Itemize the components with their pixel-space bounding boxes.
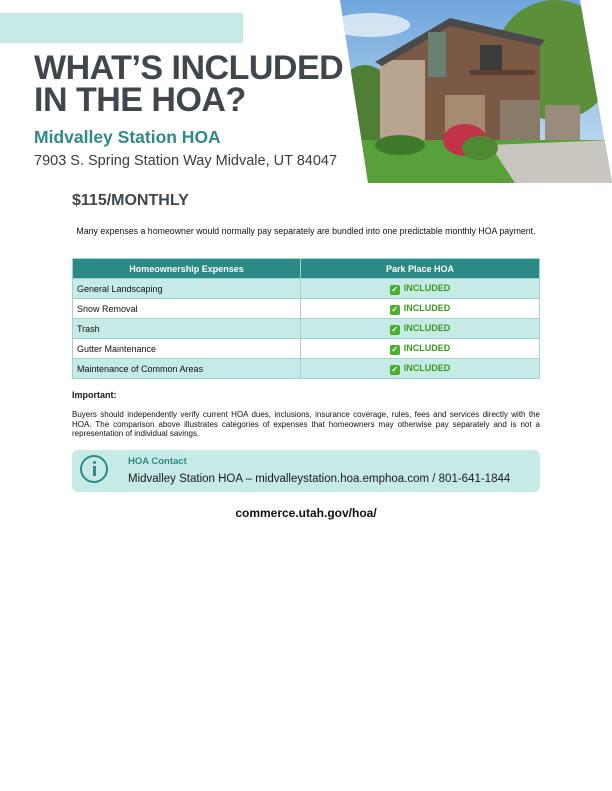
monthly-fee: $115/MONTHLY [72,192,189,209]
included-status [301,279,540,299]
status-label: INCLUDED [403,282,451,293]
included-status [301,339,540,359]
table-row [73,279,540,299]
check-icon: ✓ [391,284,399,294]
check-icon: ✓ [391,304,399,314]
hoa-contact-box [72,450,540,492]
disclaimer-text: Buyers should independently verify current HOA dues, inclusions, insurance coverage, rules, fees and services directly with the HOA. The comparison above illustrates categories of expenses that homeowners may otherwise pay separately and is not a representation of individual savings. [72,410,540,438]
hoa-name: Midvalley Station HOA [34,127,221,147]
townhome-exterior-photo [340,0,612,183]
important-label: Important: [72,390,117,400]
footer-link[interactable]: commerce.utah.gov/hoa/ [235,506,377,520]
check-icon: ✓ [391,364,399,374]
page-title-line-2: IN THE HOA? [34,81,246,119]
page-title [34,49,344,119]
status-label: INCLUDED [403,322,451,333]
intro-text: Many expenses a homeowner would normally pay separately are bundled into one predictable monthly HOA payment. [76,226,536,236]
table-header-row [73,259,540,279]
info-icon [80,455,108,483]
contact-details[interactable]: Midvalley Station HOA – midvalleystation.hoa.emphoa.com / 801-641-1844 [128,473,511,485]
column-header-expenses: Homeownership Expenses [73,259,301,279]
status-label: INCLUDED [403,342,451,353]
expenses-table [72,258,540,379]
column-header-hoa: Park Place HOA [301,259,540,279]
status-label: INCLUDED [403,362,451,373]
included-status [301,299,540,319]
status-label: INCLUDED [403,302,451,313]
expense-name: Snow Removal [73,299,301,319]
expense-name: General Landscaping [73,279,301,299]
table-row [73,339,540,359]
accent-bar [0,13,243,43]
contact-title: HOA Contact [128,456,187,467]
check-icon: ✓ [391,344,399,354]
expense-name: Gutter Maintenance [73,339,301,359]
table-row [73,319,540,339]
expense-name: Maintenance of Common Areas [73,359,301,379]
page-title-line-1: WHAT’S INCLUDED [34,49,344,87]
expense-name: Trash [73,319,301,339]
check-icon: ✓ [391,324,399,334]
included-status [301,319,540,339]
hoa-address: 7903 S. Spring Station Way Midvale, UT 84047 [34,153,338,169]
table-row [73,359,540,379]
included-status [301,359,540,379]
table-row [73,299,540,319]
